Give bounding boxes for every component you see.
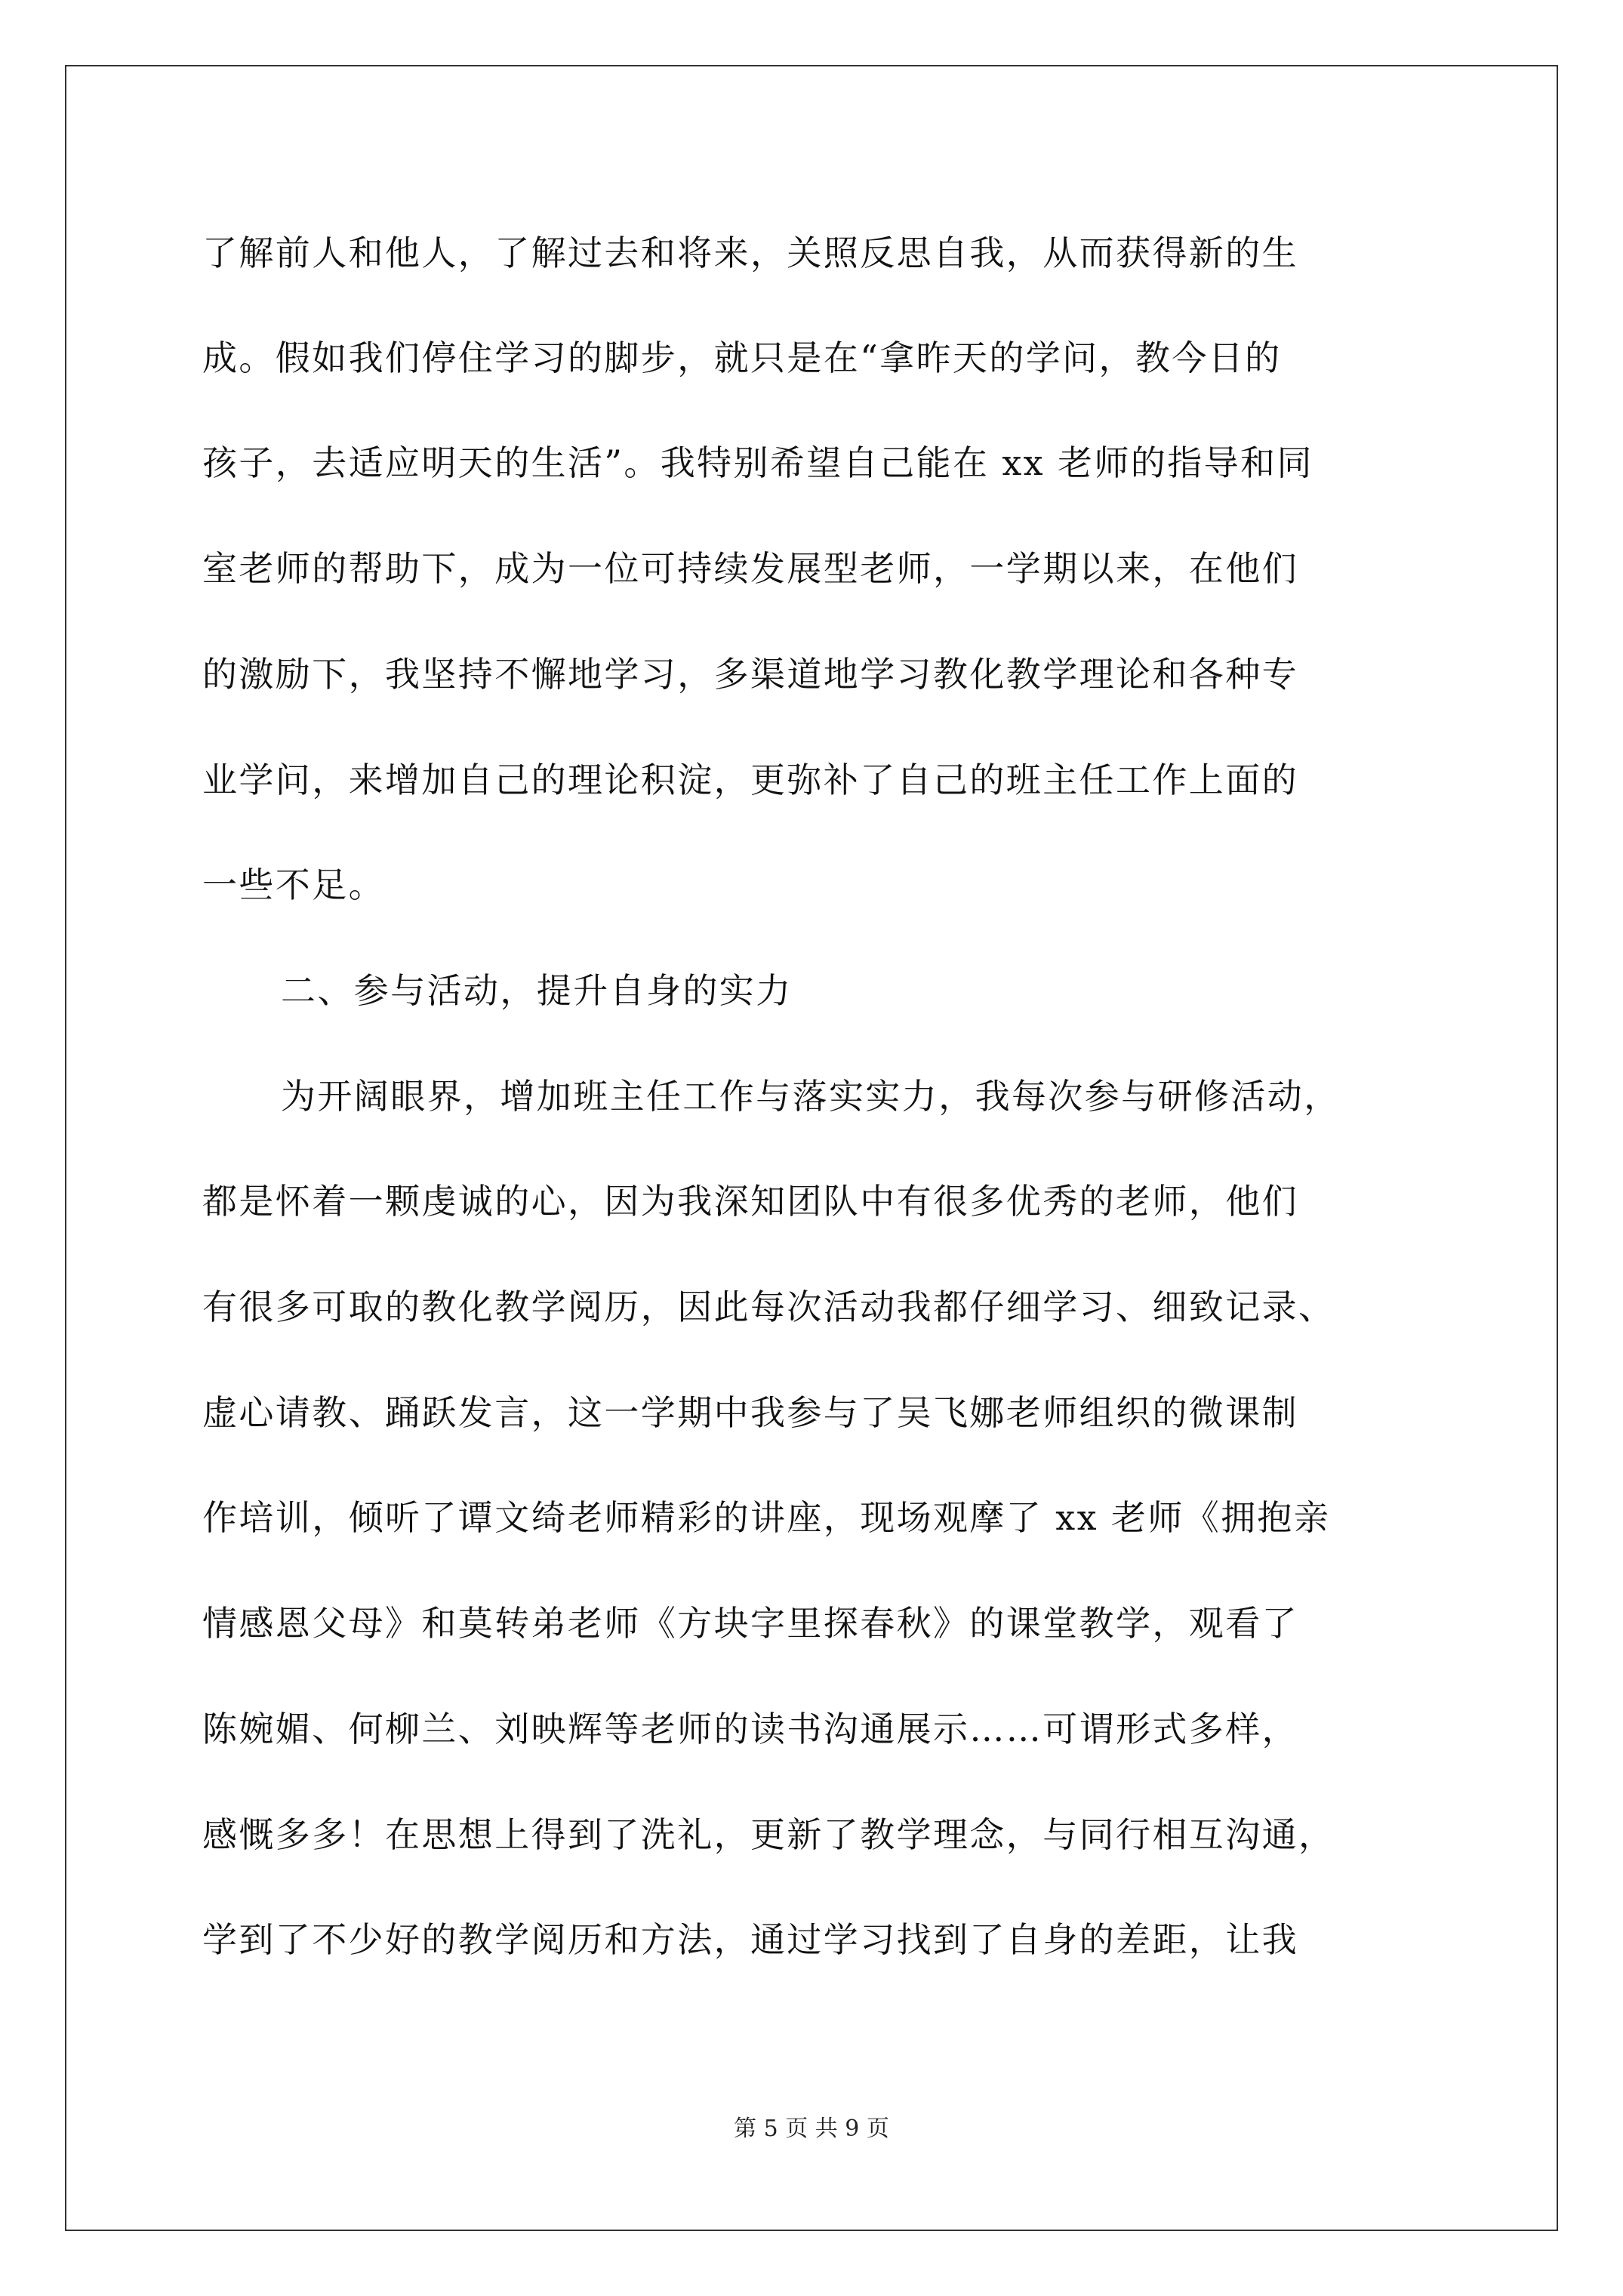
text-line: 为开阔眼界，增加班主任工作与落实实力，我每次参与研修活动， (281, 1076, 1341, 1117)
text-line: 陈婉媚、何柳兰、刘映辉等老师的读书沟通展示……可谓形式多样， (202, 1709, 1298, 1749)
text-line: 一些不足。 (202, 864, 385, 905)
text-line: 情感恩父母》和莫转弟老师《方块字里探春秋》的课堂教学，观看了 (202, 1603, 1298, 1644)
text-line: 都是怀着一颗虔诚的心，因为我深知团队中有很多优秀的老师，他们 (202, 1181, 1298, 1222)
text-line: 室老师的帮助下，成为一位可持续发展型老师，一学期以来，在他们 (202, 548, 1298, 589)
page-footer: 第 5 页 共 9 页 (734, 2116, 889, 2142)
text-line: 作培训，倾听了谭文绮老师精彩的讲座，现场观摩了 xx 老师《拥抱亲 (202, 1497, 1331, 1538)
text-line: 感慨多多！在思想上得到了洗礼，更新了教学理念，与同行相互沟通， (202, 1814, 1335, 1855)
text-line: 了解前人和他人，了解过去和将来，关照反思自我，从而获得新的生 (202, 233, 1298, 273)
text-line: 的激励下，我坚持不懈地学习，多渠道地学习教化教学理论和各种专 (202, 654, 1298, 695)
text-line: 成。假如我们停住学习的脚步，就只是在“拿昨天的学问，教今日的 (202, 337, 1282, 378)
text-line: 虚心请教、踊跃发言，这一学期中我参与了吴飞娜老师组织的微课制 (202, 1392, 1298, 1433)
text-line: 有很多可取的教化教学阅历，因此每次活动我都仔细学习、细致记录、 (202, 1287, 1335, 1327)
text-line: 学到了不少好的教学阅历和方法，通过学习找到了自身的差距，让我 (202, 1919, 1298, 1960)
section-heading: 二、参与活动，提升自身的实力 (281, 970, 793, 1011)
text-line: 孩子，去适应明天的生活”。我特别希望自己能在 xx 老师的指导和同 (202, 442, 1313, 483)
text-line: 业学问，来增加自己的理论积淀，更弥补了自己的班主任工作上面的 (202, 760, 1298, 800)
